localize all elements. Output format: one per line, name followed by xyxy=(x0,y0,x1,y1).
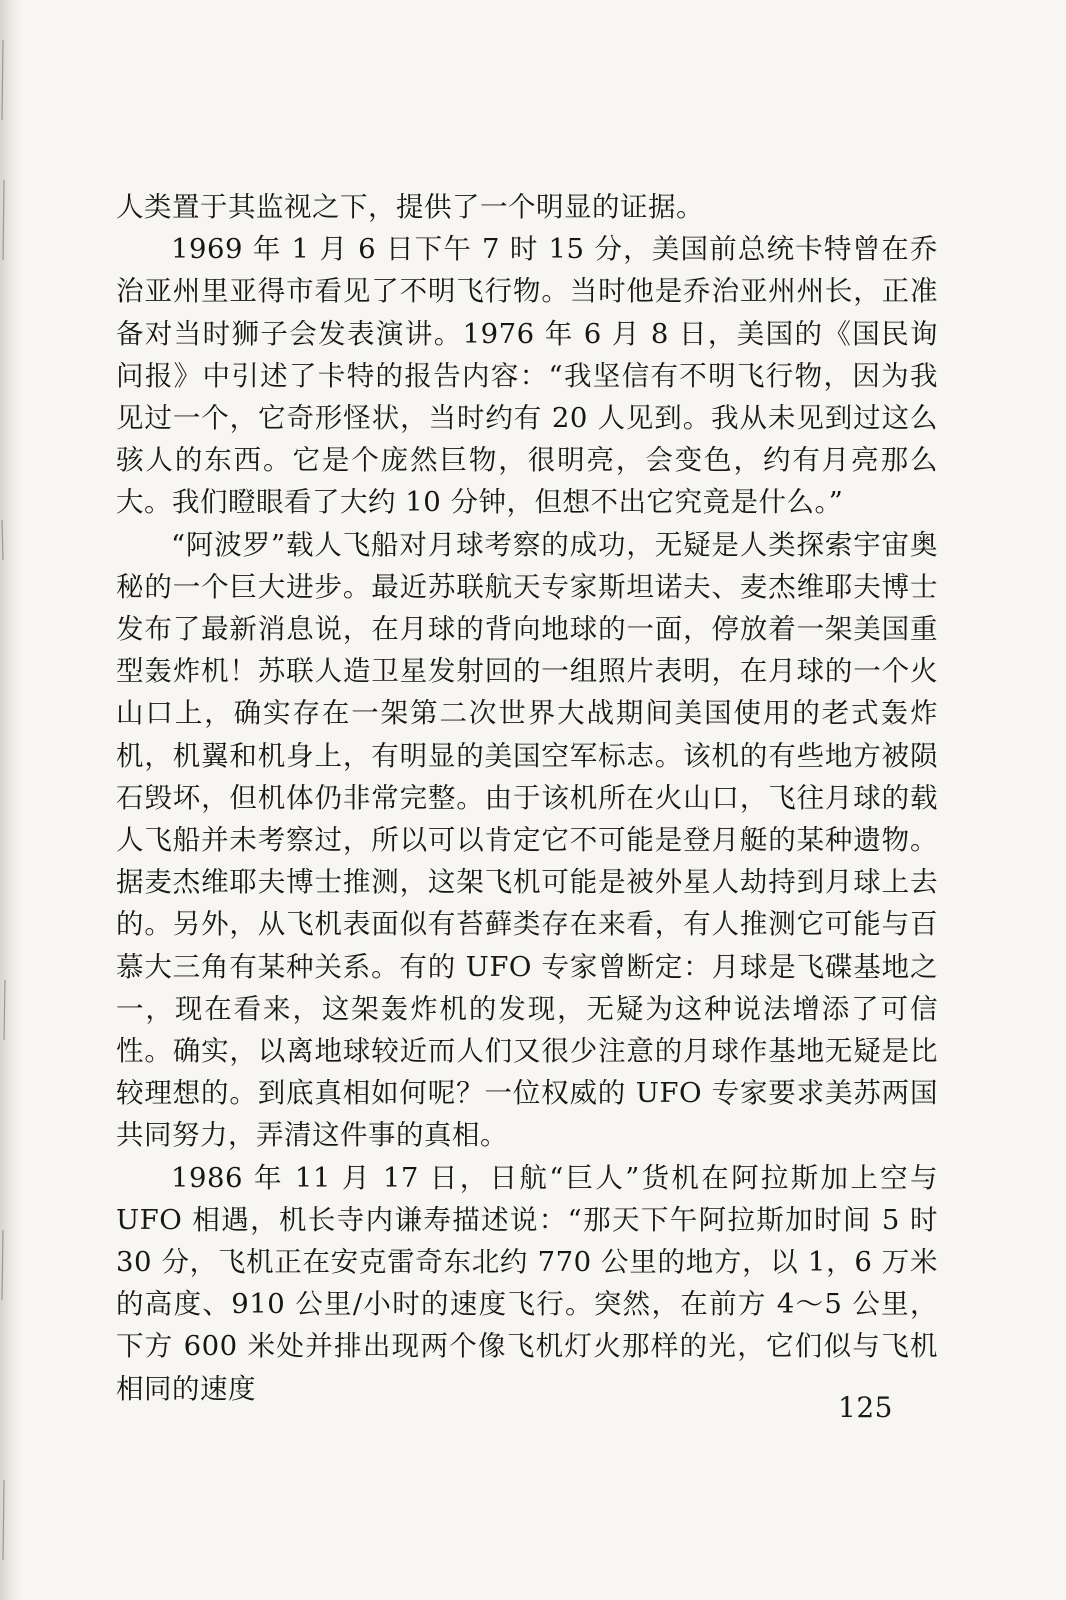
scan-edge-marks xyxy=(0,0,12,1600)
body-text xyxy=(116,186,938,1410)
paragraph-continuation: 人类置于其监视之下，提供了一个明显的证据。 xyxy=(116,191,704,223)
page-number: 125 xyxy=(838,1391,893,1424)
paragraph-jal-cargo-encounter: 1986 年 11 月 17 日，日航“巨人”货机在阿拉斯加上空与 UFO 相遇，机长寺内谦寿描述说：“那天下午阿拉斯加时间 5 时 30 分，飞机正在安克雷奇东北约 770 公里的地方，以 1，6 万米的高度、910 公里/小时的速度飞行。突然，在前方 4～5 公里，下方 600 米处并排出现两个像飞机灯火那样的光，它们似与飞机相同的速度 xyxy=(116,1161,938,1405)
paragraph-moon-bomber: “阿波罗”载人飞船对月球考察的成功，无疑是人类探索宇宙奥秘的一个巨大进步。最近苏联航天专家斯坦诺夫、麦杰维耶夫博士发布了最新消息说，在月球的背向地球的一面，停放着一架美国重型轰炸机！苏联人造卫星发射回的一组照片表明，在月球的一个火山口上，确实存在一架第二次世界大战期间美国使用的老式轰炸机，机翼和机身上，有明显的美国空军标志。该机的有些地方被陨石毁坏，但机体仍非常完整。由于该机所在火山口，飞往月球的载人飞船并未考察过，所以可以肯定它不可能是登月艇的某种遗物。据麦杰维耶夫博士推测，这架飞机可能是被外星人劫持到月球上去的。另外，从飞机表面似有苔藓类存在来看，有人推测它可能与百慕大三角有某种关系。有的 UFO 专家曾断定：月球是飞碟基地之一，现在看来，这架轰炸机的发现，无疑为这种说法增添了可信性。确实，以离地球较近而人们又很少注意的月球作基地无疑是比较理想的。到底真相如何呢？一位权威的 UFO 专家要求美苏两国共同努力，弄清这件事的真相。 xyxy=(116,528,938,1152)
paragraph-carter-sighting: 1969 年 1 月 6 日下午 7 时 15 分，美国前总统卡特曾在乔治亚州里亚得市看见了不明飞行物。当时他是乔治亚州州长，正准备对当时狮子会发表演讲。1976 年 6 月 8 日，美国的《国民询问报》中引述了卡特的报告内容：“我坚信有不明飞行物，因为我见过一个，它奇形怪状，当时约有 20 人见到。我从未见到过这么骇人的东西。它是个庞然巨物，很明亮，会变色，约有月亮那么大。我们瞪眼看了大约 10 分钟，但想不出它究竟是什么。” xyxy=(116,233,938,519)
